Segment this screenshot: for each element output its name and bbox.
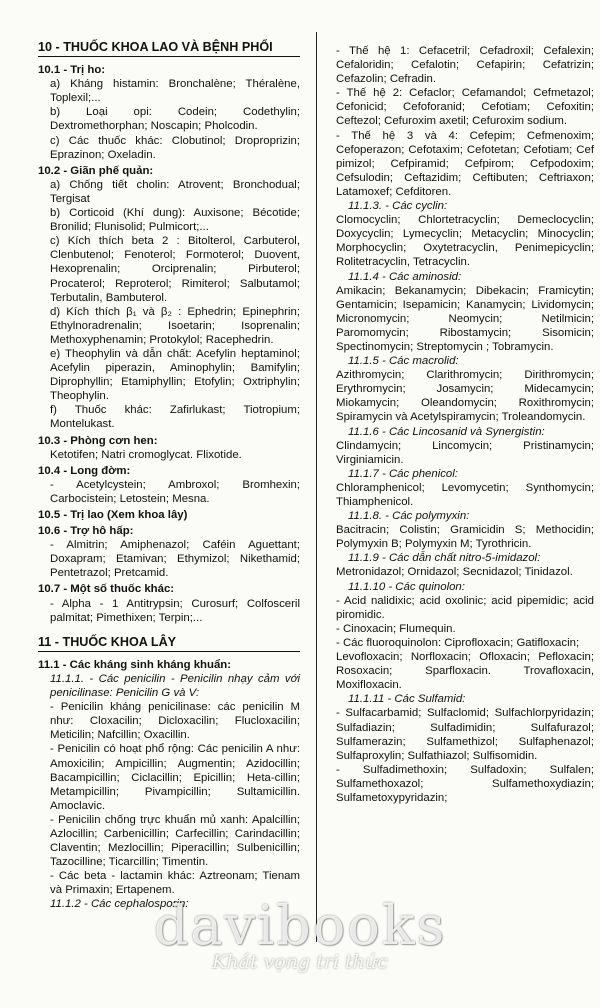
column-divider bbox=[316, 32, 317, 942]
italic-11-1-7: 11.1.7 - Các phenicol: bbox=[348, 467, 458, 480]
para-quinolon-3: - Các fluoroquinolon: Ciprofloxacin; Gatifloxacin; bbox=[336, 636, 580, 649]
italic-11-1-5: 11.1.5 - Các macrolid: bbox=[348, 355, 459, 368]
para-10-2a: a) Chống tiết cholin: Atrovent; Bronchodual; Tergisat bbox=[50, 178, 300, 205]
heading-10-4: 10.4 - Long đờm: bbox=[38, 464, 131, 477]
heading-10-3: 10.3 - Phòng cơn hen: bbox=[38, 434, 158, 447]
italic-11-1-1: 11.1.1. - Các penicilin - Penicilin nhạy cảm với penicilinase: Penicilin G và V: bbox=[50, 672, 300, 700]
para-sulfamid-2: - Sulfadimethoxin; Sulfadoxin; Sulfalen; Sulfamethoxazol; Sulfamethoxydiazin; Sulfametoxypyridazin; bbox=[336, 763, 594, 804]
italic-11-1-6: 11.1.6 - Các Lincosanid và Synergistin: bbox=[348, 425, 545, 438]
para-10-7: - Alpha - 1 Antitrypsin; Curosurf; Colfosceril palmitat; Pimethixen; Terpin;... bbox=[50, 597, 300, 624]
para-quinolon-1: - Acid nalidixic; acid oxolinic; acid pipemidic; acid piromidic. bbox=[336, 594, 594, 621]
para-ceph-3: - Thế hệ 3 và 4: Cefepim; Cefmenoxim; Cefoperazon; Cefotaxim; Cefotetan; Cefotiam; Cef pimizol; Cefpiramid; Cefpirom; Cefpodoxim; Cefsulodin; Ceftazidim; Ceftibuten; Ceftriaxon; Latamoxef; Cefditoren. bbox=[336, 129, 594, 198]
para-10-2e: e) Theophylin và dẫn chất: Acefylin heptaminol; Acefylin piperazin, Aminophylin; Bamifylin; Diprophyllin; Etamiphyllin; Etofylin; Oxtriphylin; Theophylin. bbox=[50, 347, 300, 403]
para-polymyxin: Bacitracin; Colistin; Gramicidin S; Methocidin; Polymyxin B; Polymyxin M; Tyrothricin. bbox=[336, 524, 594, 551]
left-column bbox=[38, 36, 300, 912]
heading-10-7: 10.7 - Một số thuốc khác: bbox=[38, 583, 175, 596]
heading-10-2: 10.2 - Giãn phế quản: bbox=[38, 164, 154, 177]
para-sulfamid-1: - Sulfacarbamid; Sulfaclomid; Sulfachlorpyridazin; Sulfadiazin; Sulfadimidin; Sulfafurazol; Sulfamerazin; Sulfamethizol; Sulfaphenazol; Sulfaproxylin; Sulfathiazol; Sulfisomidin. bbox=[336, 707, 594, 762]
italic-11-1-3: 11.1.3. - Các cyclin: bbox=[348, 200, 448, 213]
para-10-2b: b) Corticoid (Khí dung): Auxisone; Bécotide; Bronilid; Flunisolid; Pulmicort;... bbox=[50, 207, 300, 234]
para-quinolon-4: Levofloxacin; Norfloxacin; Ofloxacin; Pefloxacin; Rosoxacin; Sparfloxacin. Trovafloxacin, Moxifloxacin. bbox=[336, 651, 594, 692]
right-column bbox=[336, 44, 594, 805]
para-10-4: - Acetylcystein; Ambroxol; Bromhexin; Carbocistein; Letostein; Mesna. bbox=[50, 478, 300, 505]
heading-11-1: 11.1 - Các kháng sinh kháng khuẩn: bbox=[38, 658, 232, 671]
para-nitroimidazol: Metronidazol; Ornidazol; Secnidazol; Tinidazol. bbox=[336, 566, 573, 579]
italic-11-1-2: 11.1.2 - Các cephalosporin: bbox=[50, 898, 189, 911]
para-penicillin-2: - Penicilin có hoạt phổ rộng: Các penicilin A như: Amoxicilin; Ampicillin; Augmentin; Azidocillin; Bacampicillin; Ciclacillin; Epicillin; Heta-cillin; Metampicillin; Pivampicillin; Sultamicillin. Amoclavic. bbox=[50, 743, 300, 812]
section-10-title: 10 - THUỐC KHOA LAO VÀ BỆNH PHỔI bbox=[38, 40, 300, 57]
para-10-2f: f) Thuốc khác: Zafirlukast; Tiotropium; Montelukast. bbox=[50, 404, 300, 431]
para-cyclin: Clomocyclin; Chlortetracyclin; Demeclocyclin; Doxycyclin; Lymecyclin; Metacyclin; Minocyclin; Morphocyclin; Oxytetracyclin, Penimepicyclin; Rolitetracyclin, Tetracyclin. bbox=[336, 214, 594, 269]
para-penicillin-1: - Penicilin kháng penicilinase: các penicilin M như: Cloxacilin; Dicloxacilin; Flucloxacilin; Meticilin; Nafcillin; Oxacillin. bbox=[50, 701, 300, 742]
para-penicillin-4: - Các beta - lactamin khác: Aztreonam; Tienam và Primaxin; Ertapenem. bbox=[50, 870, 300, 897]
para-10-2c: c) Kích thích beta 2 : Bitolterol, Carbuterol, Clenbutenol; Fenoterol; Formoterol; Duovent, Hexoprenalin; Orciprenalin; Pirbuterol; Procaterol; Reproterol; Rimiterol; Salbutamol; Terbutalin, Bambuterol. bbox=[50, 235, 300, 304]
italic-11-1-8: 11.1.8. - Các polymyxin: bbox=[348, 510, 470, 523]
para-10-1a: a) Kháng histamin: Bronchalène; Théralène, Toplexil;... bbox=[50, 78, 300, 105]
section-11-title: 11 - THUỐC KHOA LÂY bbox=[38, 635, 300, 652]
heading-10-5: 10.5 - Trị lao (Xem khoa lây) bbox=[38, 509, 188, 521]
para-ceph-1: - Thế hệ 1: Cefacetril; Cefadroxil; Cefalexin; Cefaloridin; Cefalotin; Cefapirin; Cefatrizin; Cefazolin; Cefradin. bbox=[336, 45, 594, 86]
para-10-3: Ketotifen; Natri cromoglycat. Flixotide. bbox=[50, 448, 242, 461]
italic-11-1-11: 11.1.11 - Các Sulfamid: bbox=[348, 693, 466, 706]
para-ceph-2: - Thế hệ 2: Cefaclor; Cefamandol; Cefmetazol; Cefonicid; Cefoforanid; Cefotiam; Cefoxitin; Ceftezol; Cefuroxim axetil; Cefuroxim sodium. bbox=[336, 87, 594, 128]
para-10-1b: b) Loại opi: Codein; Codethylin; Dextromethorphan; Noscapin; Pholcodin. bbox=[50, 106, 300, 133]
para-lincosanid: Clindamycin; Lincomycin; Pristinamycin; Virginiamicin. bbox=[336, 439, 594, 466]
italic-11-1-10: 11.1.10 - Các quinolon: bbox=[348, 580, 465, 593]
watermark-tagline: Khát vọng tri thức bbox=[212, 951, 388, 973]
para-10-2d: d) Kích thích β₁ và β₂ : Ephedrin; Epinephrin; Ethylnoradrenalin; Isoetarin; Isoprenalin; Methoxyphenamin; Protokylol; Racephedrin. bbox=[50, 305, 300, 346]
heading-10-1: 10.1 - Trị ho: bbox=[38, 64, 106, 77]
para-penicillin-3: - Penicilin chống trực khuẩn mủ xanh: Apalcillin; Azlocillin; Carbenicillin; Carfecillin; Carindacillin; Claventin; Mezlocillin; Piperacillin; Sulbenicillin; Tazocilline; Ticarcillin; Timentin. bbox=[50, 813, 300, 869]
para-10-6: - Almitrin; Amiphenazol; Caféin Aguettant; Doxapram; Etamivan; Ethymizol; Nikethamid; Pentetrazol; Pretcamid. bbox=[50, 539, 300, 580]
para-macrolid: Azithromycin; Clarithromycin; Dirithromycin; Erythromycin; Josamycin; Midecamycin; Miokamycin; Oleandomycin; Roxithromycin; Spiramycin và Acetylspiramycin; Troleandomycin. bbox=[336, 369, 594, 424]
para-quinolon-2: - Cinoxacin; Flumequin. bbox=[336, 622, 456, 635]
heading-10-6: 10.6 - Trợ hô hấp: bbox=[38, 525, 134, 538]
para-10-1c: c) Các thuốc khác: Clobutinol; Droproprizin; Eprazinon; Oxeladin. bbox=[50, 134, 300, 161]
watermark-brand: davibooks bbox=[153, 894, 447, 957]
para-aminosid: Amikacin; Bekanamycin; Dibekacin; Framicytin; Gentamicin; Isepamicin; Kanamycin; Lividomycin; Micronomycin; Neomycin; Netilmicin; Paromomycin; Ribostamycin; Sisomicin; Spectinomycin; Streptomycin ; Tobramycin. bbox=[336, 284, 594, 353]
italic-11-1-4: 11.1.4 - Các aminosid: bbox=[348, 270, 462, 283]
para-phenicol: Chloramphenicol; Levomycetin; Synthomycin; Thiamphenicol. bbox=[336, 481, 594, 508]
italic-11-1-9: 11.1.9 - Các dẫn chất nitro-5-imidazol: bbox=[348, 552, 541, 565]
